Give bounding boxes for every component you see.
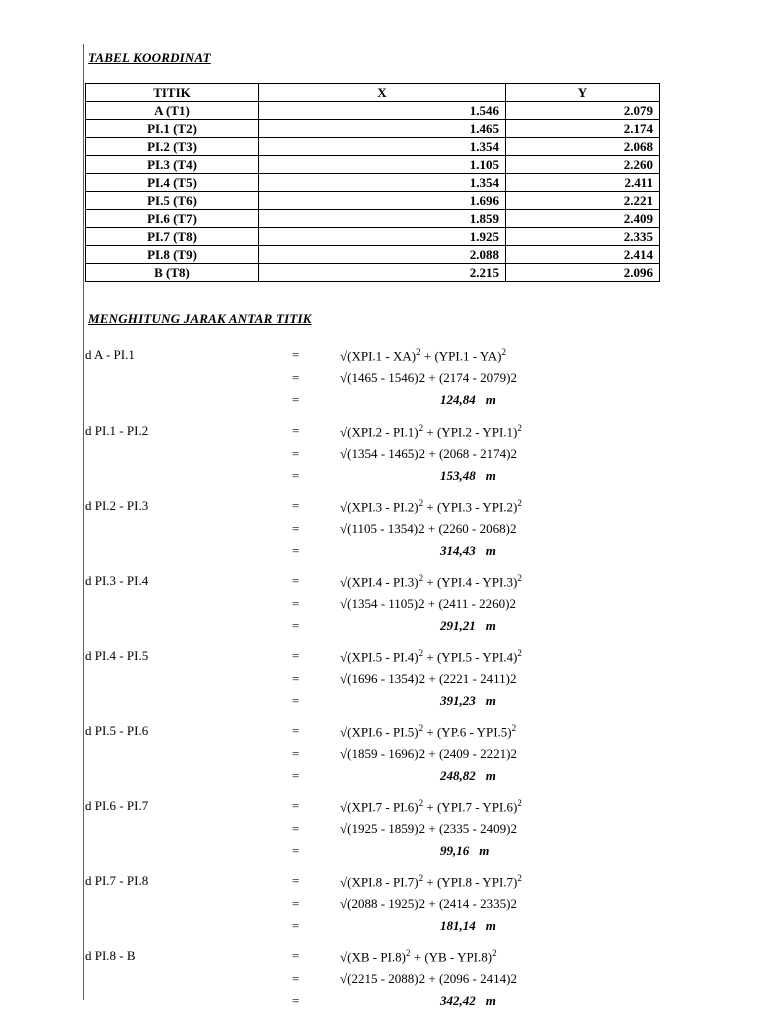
- substitution-line: [85, 367, 645, 389]
- result-line: [85, 615, 645, 637]
- formula-exponent: 2: [501, 347, 506, 357]
- equals-sign: =: [292, 948, 300, 963]
- formula-line: [85, 870, 645, 893]
- formula-line: [85, 420, 645, 443]
- equals-sign: =: [292, 896, 300, 911]
- table-row: [86, 120, 660, 138]
- equals-sign: =: [292, 446, 300, 461]
- distance-label: d PI.3 - PI.4: [85, 573, 149, 588]
- formula-line: [85, 570, 645, 593]
- cell-y: 2.411: [506, 174, 660, 192]
- formula-x-term: √(XPI.2 - PI.1): [340, 424, 419, 440]
- cell-titik: PI.8 (T9): [86, 246, 259, 264]
- cell-x: 1.354: [259, 174, 506, 192]
- equals-sign: =: [292, 918, 300, 933]
- table-row: [86, 174, 660, 192]
- distance-result: [440, 693, 496, 709]
- distance-result: [440, 993, 496, 1009]
- substitution: √(2088 - 1925)2 + (2414 - 2335)2: [340, 896, 517, 911]
- cell-y: 2.335: [506, 228, 660, 246]
- table-row: [86, 228, 660, 246]
- result-line: [85, 465, 645, 487]
- result-unit: m: [485, 618, 496, 633]
- formula-exponent: 2: [517, 498, 522, 508]
- formula-y-term: + (YPI.7 - YPI.6): [423, 799, 518, 815]
- substitution: √(1859 - 1696)2 + (2409 - 2221)2: [340, 746, 517, 761]
- substitution: √(1465 - 1546)2 + (2174 - 2079)2: [340, 370, 517, 385]
- cell-titik: PI.7 (T8): [86, 228, 259, 246]
- formula-y-term: + (YPI.1 - YA): [420, 348, 502, 364]
- result-unit: m: [485, 993, 496, 1008]
- result-line: [85, 540, 645, 562]
- formula-exponent: 2: [418, 423, 424, 433]
- substitution-line: [85, 818, 645, 840]
- formula-y-term: + (YPI.4 - YPI.3): [423, 574, 518, 590]
- formula-exponent: 2: [517, 873, 522, 883]
- cell-y: 2.221: [506, 192, 660, 210]
- table-row: [86, 246, 660, 264]
- result-unit: m: [485, 693, 496, 708]
- cell-x: 1.465: [259, 120, 506, 138]
- formula-x-term: √(XPI.3 - PI.2): [340, 499, 419, 515]
- distance-calculation: [85, 495, 645, 562]
- distance-calculation: [85, 570, 645, 637]
- distance-calculation: [85, 645, 645, 712]
- result-line: [85, 389, 645, 411]
- cell-titik: PI.6 (T7): [86, 210, 259, 228]
- formula-y-term: + (YPI.3 - YPI.2): [423, 499, 518, 515]
- formula-exponent: 2: [418, 798, 424, 808]
- formula-y-term: + (YPI.8 - YPI.7): [423, 874, 518, 890]
- cell-y: 2.409: [506, 210, 660, 228]
- distance-result: [440, 768, 496, 784]
- distance-label: d PI.5 - PI.6: [85, 723, 149, 738]
- cell-y: 2.174: [506, 120, 660, 138]
- formula-exponent: 2: [418, 498, 424, 508]
- equals-sign: =: [292, 347, 300, 362]
- equals-sign: =: [292, 498, 300, 513]
- distance-label: d PI.4 - PI.5: [85, 648, 149, 663]
- result-value: 153,48: [440, 468, 476, 483]
- header-y: Y: [506, 84, 660, 102]
- equals-sign: =: [292, 723, 300, 738]
- equals-sign: =: [292, 993, 300, 1008]
- formula-x-term: √(XPI.6 - PI.5): [340, 724, 419, 740]
- cell-x: 1.105: [259, 156, 506, 174]
- equals-sign: =: [292, 370, 300, 385]
- formula-exponent: 2: [418, 648, 424, 658]
- result-value: 391,23: [440, 693, 476, 708]
- distance-calculation: [85, 344, 645, 411]
- equals-sign: =: [292, 821, 300, 836]
- result-value: 181,14: [440, 918, 476, 933]
- distance-calculation: [85, 945, 645, 1012]
- equals-sign: =: [292, 671, 300, 686]
- formula-x-term: √(XPI.4 - PI.3): [340, 574, 419, 590]
- formula-line: [85, 344, 645, 367]
- equals-sign: =: [292, 843, 300, 858]
- substitution: √(1354 - 1105)2 + (2411 - 2260)2: [340, 596, 516, 611]
- substitution-line: [85, 668, 645, 690]
- equals-sign: =: [292, 971, 300, 986]
- distance-calculation: [85, 420, 645, 487]
- formula-line: [85, 720, 645, 743]
- formula: [340, 498, 522, 515]
- equals-sign: =: [292, 521, 300, 536]
- equals-sign: =: [292, 596, 300, 611]
- result-value: 314,43: [440, 543, 476, 558]
- cell-y: 2.260: [506, 156, 660, 174]
- equals-sign: =: [292, 392, 300, 407]
- result-line: [85, 765, 645, 787]
- table-row: [86, 102, 660, 120]
- cell-titik: PI.4 (T5): [86, 174, 259, 192]
- distance-result: [440, 468, 496, 484]
- equals-sign: =: [292, 768, 300, 783]
- formula-exponent: 2: [418, 723, 424, 733]
- distance-result: [440, 843, 489, 859]
- formula-exponent: 2: [511, 723, 517, 733]
- table-row: [86, 138, 660, 156]
- coordinate-table: [85, 83, 660, 282]
- formula-x-term: √(XPI.8 - PI.7): [340, 874, 419, 890]
- result-unit: m: [485, 768, 496, 783]
- substitution: √(1354 - 1465)2 + (2068 - 2174)2: [340, 446, 517, 461]
- cell-x: 2.088: [259, 246, 506, 264]
- equals-sign: =: [292, 618, 300, 633]
- cell-y: 2.068: [506, 138, 660, 156]
- formula: [340, 648, 522, 665]
- formula-exponent: 2: [517, 573, 522, 583]
- formula: [340, 573, 522, 590]
- cell-titik: PI.1 (T2): [86, 120, 259, 138]
- distance-calculation: [85, 720, 645, 787]
- equals-sign: =: [292, 543, 300, 558]
- substitution-line: [85, 518, 645, 540]
- section-title: MENGHITUNG JARAK ANTAR TITIK: [88, 311, 312, 326]
- table-title: TABEL KOORDINAT: [88, 50, 211, 65]
- cell-x: 1.925: [259, 228, 506, 246]
- distance-result: [440, 618, 496, 634]
- formula: [340, 347, 506, 364]
- cell-titik: PI.5 (T6): [86, 192, 259, 210]
- formula: [340, 723, 516, 740]
- cell-titik: B (T8): [86, 264, 259, 282]
- cell-x: 2.215: [259, 264, 506, 282]
- formula-line: [85, 645, 645, 668]
- result-unit: m: [485, 468, 496, 483]
- formula-x-term: √(XPI.1 - XA): [340, 348, 417, 364]
- formula-exponent: 2: [406, 948, 411, 958]
- formula: [340, 798, 522, 815]
- result-unit: m: [485, 918, 496, 933]
- equals-sign: =: [292, 648, 300, 663]
- table-row: [86, 264, 660, 282]
- formula-y-term: + (YP.6 - YPI.5): [423, 724, 512, 740]
- distance-calculation: [85, 795, 645, 862]
- cell-titik: A (T1): [86, 102, 259, 120]
- formula-line: [85, 945, 645, 968]
- distance-label: d PI.6 - PI.7: [85, 798, 149, 813]
- header-x: X: [259, 84, 506, 102]
- cell-y: 2.096: [506, 264, 660, 282]
- cell-x: 1.354: [259, 138, 506, 156]
- table-row: [86, 156, 660, 174]
- equals-sign: =: [292, 468, 300, 483]
- distance-result: [440, 543, 496, 559]
- equals-sign: =: [292, 573, 300, 588]
- formula-line: [85, 495, 645, 518]
- result-line: [85, 840, 645, 862]
- distance-result: [440, 918, 496, 934]
- result-unit: m: [485, 392, 496, 407]
- substitution-line: [85, 593, 645, 615]
- table-header-row: [86, 84, 660, 102]
- result-value: 291,21: [440, 618, 476, 633]
- cell-y: 2.414: [506, 246, 660, 264]
- formula: [340, 948, 497, 965]
- table-row: [86, 210, 660, 228]
- cell-y: 2.079: [506, 102, 660, 120]
- substitution: √(1105 - 1354)2 + (2260 - 2068)2: [340, 521, 517, 536]
- substitution: √(1696 - 1354)2 + (2221 - 2411)2: [340, 671, 517, 686]
- formula-exponent: 2: [492, 948, 497, 958]
- distance-result: [440, 392, 496, 408]
- distance-label: d PI.1 - PI.2: [85, 423, 149, 438]
- result-value: 248,82: [440, 768, 476, 783]
- distance-label: d PI.7 - PI.8: [85, 873, 149, 888]
- formula-line: [85, 795, 645, 818]
- formula-x-term: √(XPI.5 - PI.4): [340, 649, 419, 665]
- cell-x: 1.859: [259, 210, 506, 228]
- formula-exponent: 2: [517, 648, 522, 658]
- margin-line: [83, 44, 84, 1000]
- formula: [340, 873, 522, 890]
- cell-titik: PI.3 (T4): [86, 156, 259, 174]
- formula-exponent: 2: [517, 423, 522, 433]
- formula-exponent: 2: [517, 798, 522, 808]
- substitution: √(1925 - 1859)2 + (2335 - 2409)2: [340, 821, 517, 836]
- result-unit: m: [485, 543, 496, 558]
- formula-y-term: + (YPI.2 - YPI.1): [423, 424, 518, 440]
- distance-label: d A - PI.1: [85, 347, 135, 362]
- formula-exponent: 2: [418, 573, 424, 583]
- cell-titik: PI.2 (T3): [86, 138, 259, 156]
- result-line: [85, 915, 645, 937]
- result-value: 124,84: [440, 392, 476, 407]
- substitution-line: [85, 443, 645, 465]
- result-unit: m: [479, 843, 490, 858]
- substitution-line: [85, 743, 645, 765]
- equals-sign: =: [292, 693, 300, 708]
- distance-label: d PI.2 - PI.3: [85, 498, 149, 513]
- equals-sign: =: [292, 423, 300, 438]
- formula-exponent: 2: [416, 347, 421, 357]
- cell-x: 1.696: [259, 192, 506, 210]
- result-line: [85, 990, 645, 1012]
- result-value: 342,42: [440, 993, 476, 1008]
- cell-x: 1.546: [259, 102, 506, 120]
- distance-calculation: [85, 870, 645, 937]
- formula-y-term: + (YPI.5 - YPI.4): [423, 649, 518, 665]
- formula-x-term: √(XB - PI.8): [340, 949, 406, 965]
- equals-sign: =: [292, 746, 300, 761]
- formula-x-term: √(XPI.7 - PI.6): [340, 799, 419, 815]
- substitution-line: [85, 893, 645, 915]
- equals-sign: =: [292, 873, 300, 888]
- header-titik: TITIK: [86, 84, 259, 102]
- formula-exponent: 2: [418, 873, 424, 883]
- result-line: [85, 690, 645, 712]
- result-value: 99,16: [440, 843, 470, 858]
- formula-y-term: + (YB - YPI.8): [410, 949, 493, 965]
- substitution: √(2215 - 2088)2 + (2096 - 2414)2: [340, 971, 517, 986]
- equals-sign: =: [292, 798, 300, 813]
- substitution-line: [85, 968, 645, 990]
- formula: [340, 423, 522, 440]
- distance-label: d PI.8 - B: [85, 948, 136, 963]
- table-row: [86, 192, 660, 210]
